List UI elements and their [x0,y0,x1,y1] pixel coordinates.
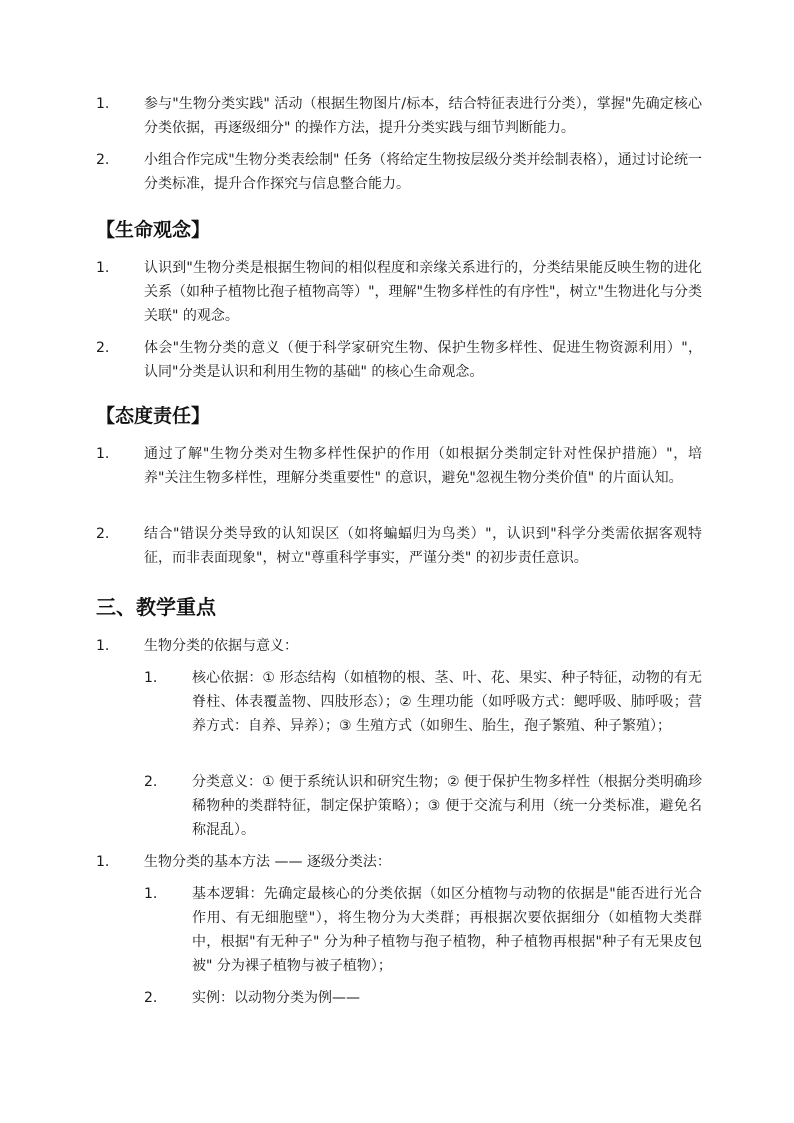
list-number: 2. [144,990,158,1006]
list-number: 2. [96,526,110,542]
list-text: 认识到"生物分类是根据生物间的相似程度和亲缘关系进行的，分类结果能反映生物的进化关系（如种子植物比孢子植物高等）"，理解"生物多样性的有序性"，树立"生物进化与分类关联" 的观念。 [144,260,702,324]
list-number: 1. [96,96,110,112]
list-text: 小组合作完成"生物分类表绘制" 任务（将给定生物按层级分类并绘制表格），通过讨论统一分类标准，提升合作探究与信息整合能力。 [144,152,702,192]
section-heading-attitude: 【态度责任】 [96,405,211,427]
list-text: 体会"生物分类的意义（便于科学家研究生物、保护生物多样性、促进生物资源利用）"，认同"分类是认识和利用生物的基础" 的核心生命观念。 [144,340,702,380]
list-number: 2. [96,340,110,356]
list-text: 核心依据：① 形态结构（如植物的根、茎、叶、花、果实、种子特征，动物的有无脊柱、体表覆盖物、四肢形态）；② 生理功能（如呼吸方式：鳃呼吸、肺呼吸；营养方式：自养、异养）；③ 生殖方式（如卵生、胎生，孢子繁殖、种子繁殖）； [192,670,702,734]
list-number: 1. [144,670,158,686]
list-number: 2. [96,152,110,168]
section-heading-key-points: 三、教学重点 [96,595,216,619]
list-number: 1. [96,446,110,462]
list-number: 1. [144,886,158,902]
list-text: 结合"错误分类导致的认知误区（如将蝙蝠归为鸟类）"，认识到"科学分类需依据客观特征，而非表面现象"，树立"尊重科学事实，严谨分类" 的初步责任意识。 [144,526,702,566]
list-text: 分类意义：① 便于系统认识和研究生物；② 便于保护生物多样性（根据分类明确珍稀物种的类群特征，制定保护策略）；③ 便于交流与利用（统一分类标准，避免名称混乱）。 [192,774,702,838]
list-number: 1. [96,638,110,654]
list-number: 1. [96,260,110,276]
list-text: 生物分类的基本方法 —— 逐级分类法： [144,854,391,870]
list-text: 参与"生物分类实践" 活动（根据生物图片/标本，结合特征表进行分类），掌握"先确定核心分类依据，再逐级细分" 的操作方法，提升分类实践与细节判断能力。 [144,96,702,136]
list-number: 2. [144,774,158,790]
list-text: 通过了解"生物分类对生物多样性保护的作用（如根据分类制定针对性保护措施）"，培养"关注生物多样性，理解分类重要性" 的意识，避免"忽视生物分类价值" 的片面认知。 [144,446,702,486]
section-heading-life-concept: 【生命观念】 [96,219,211,241]
list-text: 实例：以动物分类为例—— [192,990,360,1006]
list-text: 基本逻辑：先确定最核心的分类依据（如区分植物与动物的依据是"能否进行光合作用、有无细胞壁"），将生物分为大类群；再根据次要依据细分（如植物大类群中，根据"有无种子" 分为种子植物与孢子植物，种子植物再根据"种子有无果皮包被" 分为裸子植物与被子植物）； [192,886,702,974]
list-text: 生物分类的依据与意义： [144,638,298,654]
list-number: 1. [96,854,110,870]
